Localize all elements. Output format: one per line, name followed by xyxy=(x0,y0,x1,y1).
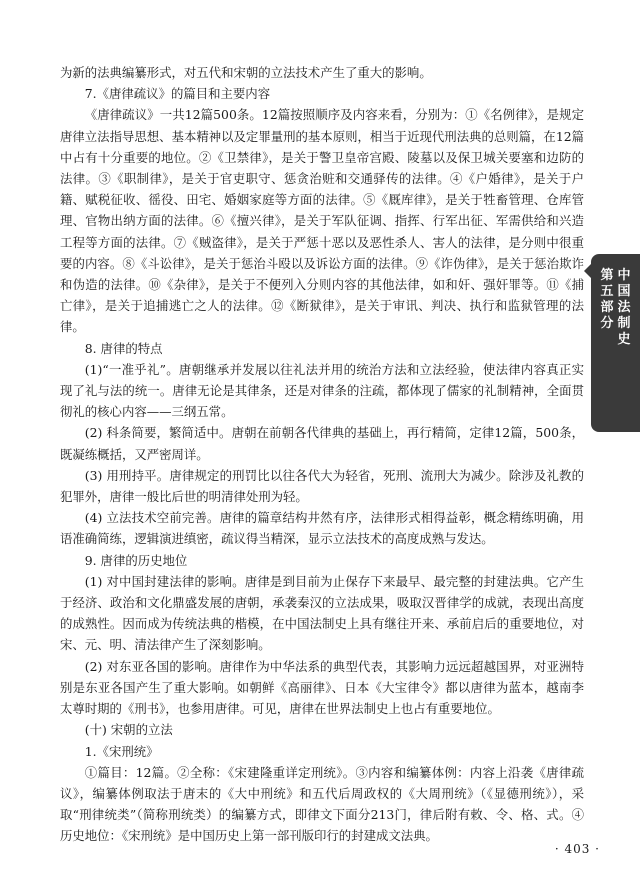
paragraph: 为新的法典编纂形式，对五代和宋朝的立法技术产生了重大的影响。 xyxy=(60,65,432,80)
section-heading: 8. 唐律的特点 xyxy=(84,340,163,356)
main-text xyxy=(60,62,584,847)
tab-char: 第 xyxy=(600,268,614,283)
paragraph: (1)“一准乎礼”。唐朝继承并发展以往礼法并用的统治方法和立法经验，使法律内容真正实现了礼与法的统一。唐律无论是其律条，还是对律条的注疏，都体现了儒家的礼制精神，全面贯彻礼的核心内容——三纲五常。 xyxy=(60,361,584,420)
paragraph: (3) 用刑持平。唐律规定的刑罚比以往各代大为轻省，死刑、流刑大为减少。除涉及礼教的犯罪外，唐律一般比后世的明清律处刑为轻。 xyxy=(60,467,584,505)
tab-char: 国 xyxy=(617,284,631,299)
tab-char: 制 xyxy=(617,316,631,331)
tab-char: 分 xyxy=(600,316,614,331)
tab-char: 史 xyxy=(617,332,631,347)
subject-label xyxy=(618,268,631,348)
tab-char: 五 xyxy=(600,284,614,299)
tab-char: 中 xyxy=(617,268,631,283)
tab-char: 部 xyxy=(600,300,614,315)
paragraph: ①篇目：12篇。②全称：《宋建隆重详定刑统》。③内容和编纂体例：内容上沿袭《唐律疏议》，编纂体例取法于唐末的《大中刑统》和五代后周政权的《大周刑统》（《显德刑统》），采取“刑律统类”（简称刑统类）的编纂方式，即律文下面分213门，律后附有敕、令、格、式。④历史地位：《宋刑统》是中国历史上第一部刊版印行的封建成文法典。 xyxy=(60,764,584,844)
sub-heading: 1.《宋刑统》 xyxy=(84,743,159,759)
page-number: · 403 · xyxy=(554,842,600,856)
part-label xyxy=(600,268,613,348)
paragraph: (2) 对东亚各国的影响。唐律作为中华法系的典型代表，其影响力远远超越国界，对亚洲特别是东亚各国产生了重大影响。如朝鲜《高丽律》、日本《大宝律令》都以唐律为蓝本，越南李太尊时期的《刑书》，也参用唐律。可见，唐律在世界法制史上也占有重要地位。 xyxy=(60,658,584,717)
paragraph: (2) 科条简要，繁简适中。唐朝在前朝各代律典的基础上，再行精简，定律12篇，500条，既凝练概括，又严密周详。 xyxy=(60,425,584,462)
paragraph: (4) 立法技术空前完善。唐律的篇章结构井然有序，法律形式相得益彰，概念精练明确，用语准确简练，逻辑演进缜密，疏议得当精深，显示立法技术的高度成熟与发达。 xyxy=(60,510,584,547)
tab-pointer xyxy=(584,264,591,278)
paragraph: 《唐律疏议》一共12篇500条。12篇按照顺序及内容来看，分别为：①《名例律》，是规定唐律立法指导思想、基本精神以及定罪量刑的基本原则，相当于近现代刑法典的总则篇，在12篇中占有十分重要的地位。②《卫禁律》，是关于警卫皇帝宫殿、陵墓以及保卫城关要塞和边防的法律。③《职制律》，是关于官吏职守、惩贪治赃和交通驿传的法律。④《户婚律》，是关于户籍、赋税征收、徭役、田宅、婚姻家庭等方面的法律。⑤《厩库律》，是关于牲畜管理、仓库管理、官物出纳方面的法律。⑥《擅兴律》，是关于军队征调、指挥、行军出征、军需供给和兴造工程等方面的法律。⑦《贼盗律》，是关于严惩十恶以及恶性杀人、害人的法律，是分则中很重要的内容。⑧《斗讼律》，是关于惩治斗殴以及诉讼方面的法律。⑨《诈伪律》，是关于惩治欺诈和伪造的法律。⑩《杂律》，是关于不便列入分则内容的其他法律，如和奸、强奸罪等。⑪《捕亡律》，是关于追捕逃亡之人的法律。⑫《断狱律》，是关于审讯、判决、执行和监狱管理的法律。 xyxy=(60,107,584,335)
section-heading: (十) 宋朝的立法 xyxy=(84,722,173,738)
paragraph: (1) 对中国封建法律的影响。唐律是到目前为止保存下来最早、最完整的封建法典。它产生于经济、政治和文化鼎盛发展的唐朝，承袭秦汉的立法成果，吸取汉晋律学的成就，表现出高度的成熟性。因而成为传统法典的楷模，在中国法制史上具有继往开来、承前启后的重要地位，对宋、元、明、清法律产生了深刻影响。 xyxy=(60,573,584,653)
section-heading: 7.《唐律疏议》的篇目和主要内容 xyxy=(84,86,271,102)
section-heading: 9. 唐律的历史地位 xyxy=(84,552,188,568)
tab-char: 法 xyxy=(617,300,631,315)
chapter-side-tab xyxy=(591,254,640,432)
